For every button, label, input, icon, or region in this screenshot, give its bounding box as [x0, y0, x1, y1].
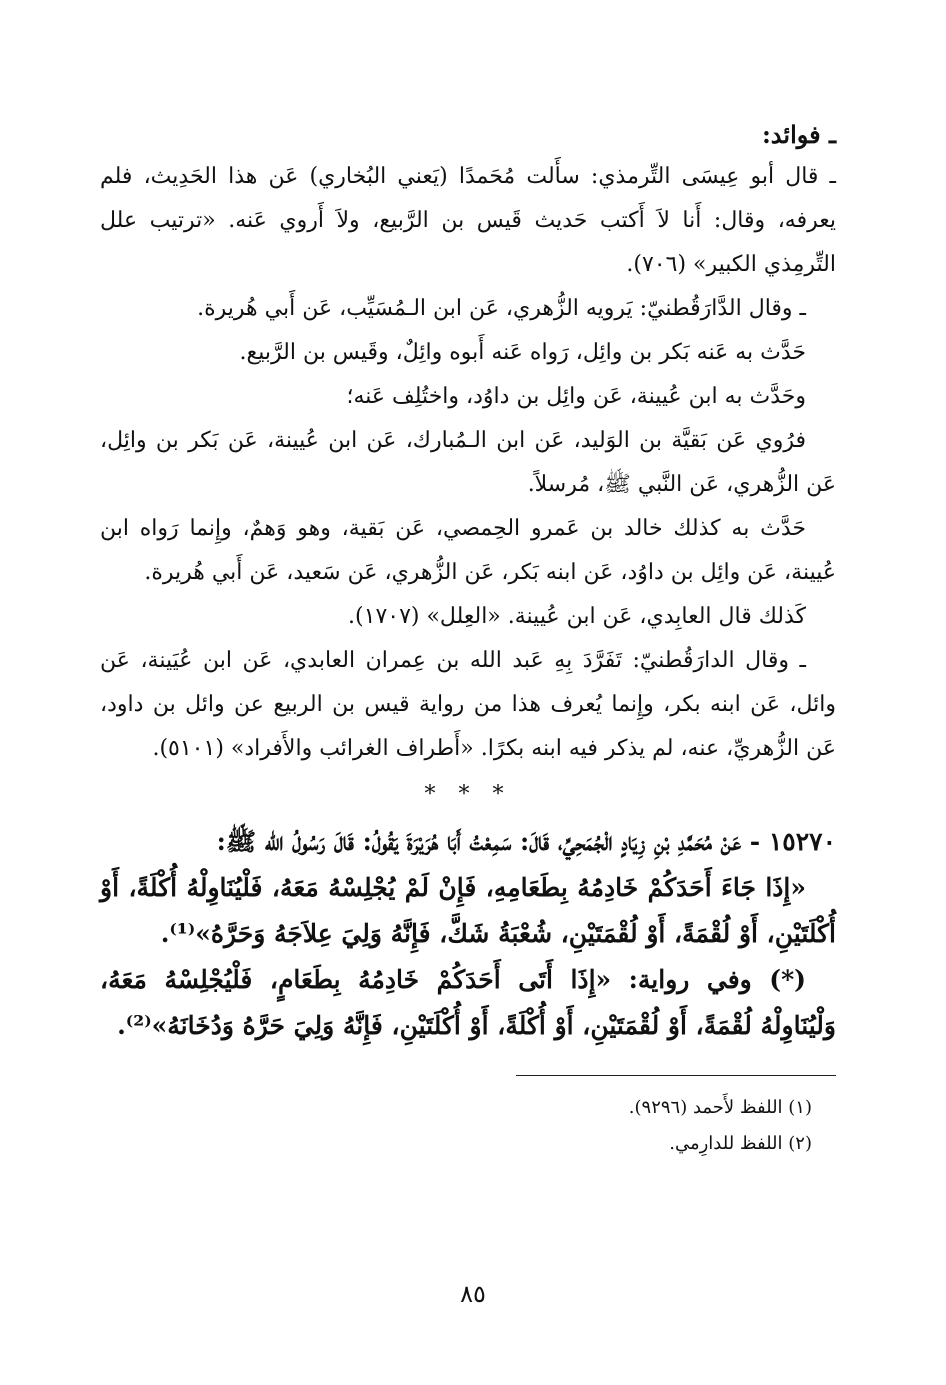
- paragraph-tirmidhi: ـ قال أبو عِيسَى التِّرمذي: سأَلت مُحَمدًا (يَعني البُخاري) عَن هذا الحَدِيث، فلم يعرفه، وقال: أَنا لاَ أَكتب حَديث قَيس بن الرَّبيع، ولاَ أَروي عَنه. «ترتيب علل التِّرمِذي الكبير» (٧٠٦).: [100, 164, 836, 277]
- hadith-variant: (*) وفي رواية: «إِذَا أَتَى أَحَدَكُمْ خَادِمُهُ بِطَعَامٍ، فَلْيُجْلِسْهُ مَعَهُ، وَلْيُنَاوِلْهُ لُقْمَةً، أَوْ لُقْمَتَيْنِ، أَوْ أُكْلَةً، أَوْ أُكْلَتَيْنِ، فَإِنَّهُ وَلِيَ حَرَّهُ وَدُخَانَهُ»⁽²⁾.: [100, 965, 836, 1040]
- section-heading: ـ فوائد:: [761, 120, 836, 149]
- page-number: ٨٥: [460, 1280, 486, 1308]
- hadith-isnad: عَنْ مُحَمَّدِ بْنِ زِيَادٍ الْجُمَحِيِّ، قَالَ: سَمِعْتُ أَبَا هُرَيْرَةَ يَقُولُ: قَالَ رَسُولُ الله ﷺ:: [216, 827, 742, 856]
- paragraph-khalid: حَدَّث به كذلك خالد بن عَمرو الحِمصي، عَن بَقية، وهو وَهمٌ، وإِنما رَواه ابن عُيينة، عَن وائِل بن داوُد، عَن ابنه بَكر، عَن الزُّهري، عَن سَعيد، عَن أَبي هُريرة.: [100, 516, 836, 585]
- paragraph-daraqutni-1: ـ وقال الدَّارَقُطنيّ: يَرويه الزُّهري، عَن ابن الـمُسَيِّب، عَن أَبي هُريرة.: [197, 296, 806, 321]
- paragraph-bakr-narration: حَدَّث به عَنه بَكر بن وائِل، رَواه عَنه أَبوه وائِلٌ، وقَيس بن الرَّبيع.: [239, 340, 806, 365]
- paragraph-abidi: كَذلك قال العابِدي، عَن ابن عُيينة. «العِلل» (١٧٠٧).: [348, 604, 806, 629]
- footnote-divider: [516, 1075, 836, 1076]
- footnote-1: (١) اللفظ لأَحمد (٩٢٩٦).: [628, 1097, 812, 1118]
- paragraph-uyaynah: وحَدَّث به ابن عُيينة، عَن وائِل بن داوُد، واختُلِف عَنه؛: [346, 384, 806, 409]
- separator-stars: * * *: [424, 782, 512, 807]
- hadith-number: ١٥٢٧٠ -: [749, 827, 836, 856]
- hadith-intro: [100, 819, 836, 865]
- footnote-2: (٢) اللفظ للدارِمي.: [669, 1133, 812, 1154]
- paragraph-daraqutni-2: ـ وقال الدارَقُطنيّ: تَفَرَّدَ بِهِ عَبد الله بن عِمران العابدي، عَن ابن عُيَينة، عَن وائل، عَن ابنه بكر، وإِنما يُعرف هذا من رواية قيس بن الربيع عن وائل بن داود، عَن الزُّهريِّ، عنه، لم يذكر فيه ابنه بكرًا. «أَطراف الغرائب والأَفراد» (٥١٠١).: [100, 648, 836, 761]
- paragraph-baqiyyah: فرُوي عَن بَقيَّة بن الوَليد، عَن ابن الـمُبارك، عَن ابن عُيينة، عَن بَكر بن وائِل، عَن الزُّهري، عَن النَّبي ﷺ، مُرسلاً.: [100, 428, 836, 497]
- hadith-text: «إِذَا جَاءَ أَحَدَكُمْ خَادِمُهُ بِطَعَامِهِ، فَإِنْ لَمْ يُجْلِسْهُ مَعَهُ، فَلْيُنَاوِلْهُ أُكْلَةً، أَوْ أُكْلَتَيْنِ، أَوْ لُقْمَةً، أَوْ لُقْمَتَيْنِ، شُعْبَةُ شَكَّ، فَإِنَّهُ وَلِيَ عِلاَجَهُ وَحَرَّهُ»⁽¹⁾.: [100, 873, 836, 948]
